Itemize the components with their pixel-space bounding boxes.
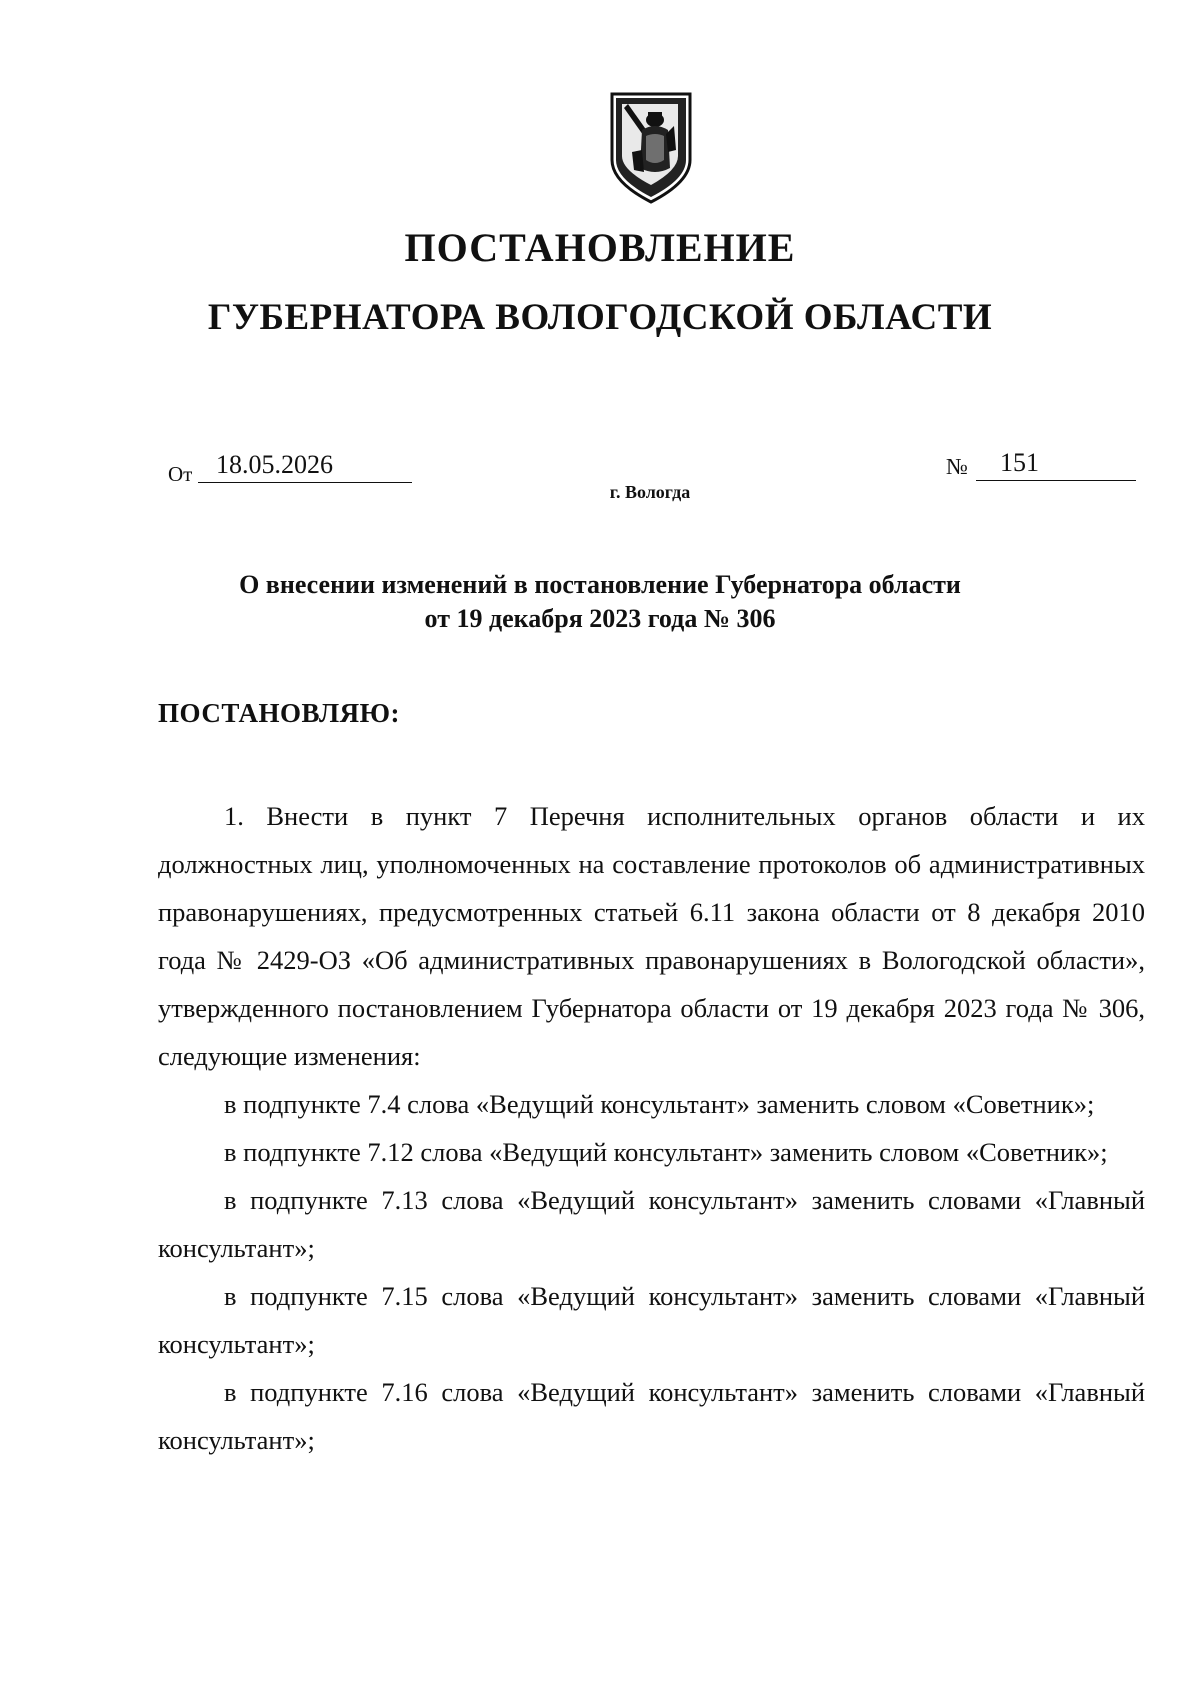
coat-of-arms-icon bbox=[608, 90, 694, 204]
document-number: 151 bbox=[976, 448, 1136, 481]
document-body bbox=[158, 792, 1145, 1464]
subject-line-2: от 19 декабря 2023 года № 306 bbox=[424, 604, 776, 633]
date-label: От bbox=[168, 462, 193, 486]
paragraph-1: 1. Внести в пункт 7 Перечня исполнительных органов области и их должностных лиц, уполномоченных на составление протоколов об административных правонарушениях, предусмотренных статьей 6.11 закона области от 8 декабря 2010 года № 2429-ОЗ «Об административных правонарушениях в Вологодской области», утвержденного постановлением Губернатора области от 19 декабря 2023 года № 306, следующие изменения: bbox=[158, 801, 1145, 1071]
document-subtitle: ГУБЕРНАТОРА ВОЛОГОДСКОЙ ОБЛАСТИ bbox=[207, 297, 993, 338]
document-date: 18.05.2026 bbox=[198, 450, 412, 483]
amendment-item: в подпункте 7.12 слова «Ведущий консультант» заменить словом «Советник»; bbox=[224, 1137, 1108, 1167]
subject-line-1: О внесении изменений в постановление Губернатора области bbox=[239, 570, 961, 599]
number-label: № bbox=[946, 454, 968, 479]
document-subject bbox=[0, 568, 1200, 636]
decree-heading: ПОСТАНОВЛЯЮ: bbox=[158, 698, 400, 728]
amendment-item: в подпункте 7.13 слова «Ведущий консультант» заменить словами «Главный консультант»; bbox=[158, 1185, 1145, 1263]
amendment-item: в подпункте 7.15 слова «Ведущий консультант» заменить словами «Главный консультант»; bbox=[158, 1281, 1145, 1359]
document-title: ПОСТАНОВЛЕНИЕ bbox=[404, 225, 796, 270]
amendment-item: в подпункте 7.16 слова «Ведущий консультант» заменить словами «Главный консультант»; bbox=[158, 1377, 1145, 1455]
amendment-item: в подпункте 7.4 слова «Ведущий консультант» заменить словом «Советник»; bbox=[224, 1089, 1095, 1119]
city-label: г. Вологда bbox=[609, 482, 691, 502]
